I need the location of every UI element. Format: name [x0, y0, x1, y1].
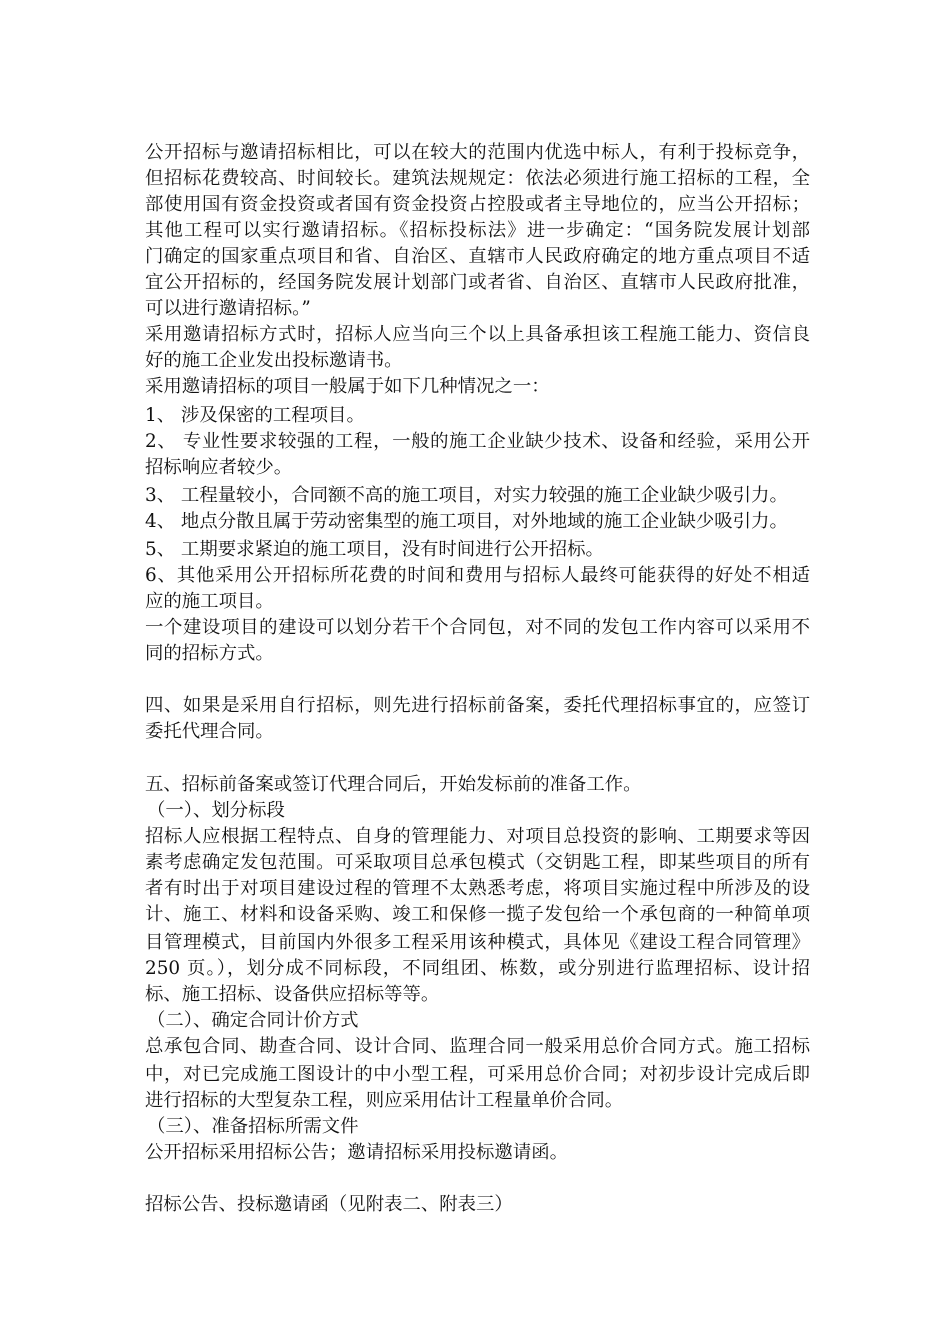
- text-line: 采用邀请招标方式时，招标人应当向三个以上具备承担该工程施工能力、资信良: [145, 324, 810, 345]
- text-line: 其他工程可以实行邀请招标。《招标投标法》进一步确定：“国务院发展计划部: [145, 220, 810, 241]
- text-line: 招标公告、投标邀请函（见附表二、附表三）: [145, 1194, 513, 1215]
- text-line: 招标人应根据工程特点、自身的管理能力、对项目总投资的影响、工期要求等因: [145, 826, 810, 847]
- list-item: 4、 地点分散且属于劳动密集型的施工项目，对外地域的施工企业缺少吸引力。: [145, 511, 788, 532]
- text-line: 好的施工企业发出投标邀请书。: [145, 350, 403, 371]
- text-line: 进行招标的大型复杂工程，则应采用估计工程量单价合同。: [145, 1090, 624, 1111]
- section-heading: 四、如果是采用自行招标，则先进行招标前备案，委托代理招标事宜的，应签订: [145, 695, 810, 716]
- list-item: 1、 涉及保密的工程项目。: [145, 405, 365, 426]
- list-item: 3、 工程量较小，合同额不高的施工项目，对实力较强的施工企业缺少吸引力。: [145, 485, 788, 506]
- text-line: 一个建设项目的建设可以划分若干个合同包，对不同的发包工作内容可以采用不: [145, 617, 810, 638]
- text-line: 公开招标采用招标公告；邀请招标采用投标邀请函。: [145, 1142, 568, 1163]
- text-line: 中，对已完成施工图设计的中小型工程，可采用总价合同；对初步设计完成后即: [145, 1064, 810, 1085]
- text-line: 采用邀请招标的项目一般属于如下几种情况之一：: [145, 376, 550, 397]
- text-line: 公开招标与邀请招标相比，可以在较大的范围内优选中标人，有利于投标竞争，: [145, 142, 810, 163]
- subsection-heading: （二）、确定合同计价方式: [147, 1010, 359, 1031]
- list-item: 5、 工期要求紧迫的施工项目，没有时间进行公开招标。: [145, 539, 604, 560]
- text-line: 素考虑确定发包范围。可采取项目总承包模式（交钥匙工程，即某些项目的所有: [145, 852, 810, 873]
- text-line: 可以进行邀请招标。”: [145, 298, 311, 319]
- text-line: 计、施工、材料和设备采购、竣工和保修一揽子发包给一个承包商的一种简单项: [145, 904, 810, 925]
- text-line: 同的招标方式。: [145, 643, 274, 664]
- text-line: 标、施工招标、设备供应招标等等。: [145, 984, 440, 1005]
- text-line: 部使用国有资金投资或者国有资金投资占控股或者主导地位的，应当公开招标；: [145, 194, 810, 215]
- text-line: 招标响应者较少。: [145, 457, 293, 478]
- section-heading: 五、招标前备案或签订代理合同后，开始发标前的准备工作。: [145, 774, 642, 795]
- text-line: 宜公开招标的，经国务院发展计划部门或者省、自治区、直辖市人民政府批准，: [145, 272, 810, 293]
- text-line: 门确定的国家重点项目和省、自治区、直辖市人民政府确定的地方重点项目不适: [145, 246, 810, 267]
- text-line: 委托代理合同。: [145, 721, 274, 742]
- text-line: 应的施工项目。: [145, 591, 274, 612]
- text-line: 目管理模式，目前国内外很多工程采用该种模式，具体见《建设工程合同管理》: [145, 932, 810, 953]
- subsection-heading: （三）、准备招标所需文件: [147, 1116, 359, 1137]
- text-line: 但招标花费较高、时间较长。建筑法规规定：依法必须进行施工招标的工程，全: [145, 168, 810, 189]
- text-line: 250 页。），划分成不同标段，不同组团、栋数，或分别进行监理招标、设计招: [145, 958, 810, 979]
- list-item: 6、其他采用公开招标所花费的时间和费用与招标人最终可能获得的好处不相适: [145, 565, 810, 586]
- text-line: 总承包合同、勘查合同、设计合同、监理合同一般采用总价合同方式。施工招标: [145, 1036, 810, 1057]
- list-item: 2、 专业性要求较强的工程，一般的施工企业缺少技术、设备和经验，采用公开: [145, 431, 810, 452]
- subsection-heading: （一）、划分标段: [147, 800, 285, 821]
- text-line: 者有时出于对项目建设过程的管理不太熟悉考虑，将项目实施过程中所涉及的设: [145, 878, 810, 899]
